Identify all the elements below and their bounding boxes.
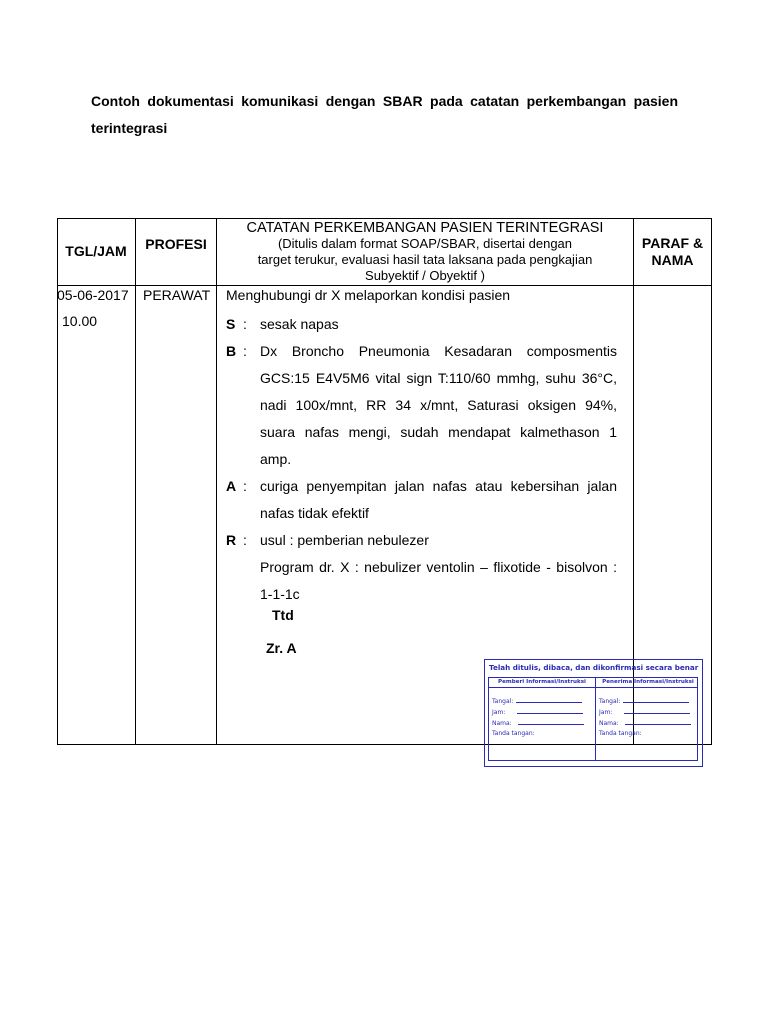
row-time: 10.00: [62, 313, 98, 329]
header-notes-subtitle: target terukur, evaluasi hasil tata laksana pada pengkajian: [257, 252, 593, 267]
stamp-receiver-signature: Tanda tangan:: [599, 730, 642, 737]
header-profession: PROFESI: [145, 236, 207, 252]
table-divider: [135, 218, 136, 745]
sbar-background: [226, 338, 617, 473]
stamp-giver-header: Pemberi Informasi/Instruksi: [498, 679, 586, 685]
table-border-right: [711, 218, 712, 745]
sbar-label: R: [226, 532, 237, 548]
table-divider: [216, 218, 217, 745]
program-text: Program dr. X : nebulizer ventolin – flixotide - bisolvon : 1-1-1c: [260, 559, 617, 602]
stamp-receiver-name: [599, 719, 691, 727]
assessment-text: curiga penyempitan jalan nafas atau kebersihan jalan nafas tidak efektif: [260, 478, 617, 521]
sbar-notes: [226, 286, 617, 608]
sbar-label: A: [226, 478, 237, 494]
stamp-giver-time: [492, 708, 583, 716]
stamp-field-label: Tangal:: [492, 698, 514, 705]
table-border-top: [57, 218, 712, 219]
sbar-recommendation: [226, 527, 617, 554]
header-notes-subtitle: Subyektif / Obyektif ): [365, 268, 485, 283]
header-sign-name: [634, 235, 711, 269]
header-sign-name-line: NAMA: [651, 252, 694, 268]
header-notes-title: CATATAN PERKEMBANGAN PASIEN TERINTEGRASI: [246, 220, 604, 236]
header-sign-name-line: PARAF &: [641, 235, 704, 251]
sbar-situation: [226, 311, 617, 338]
signer-name: Zr. A: [266, 640, 297, 656]
sbar-assessment: [226, 473, 617, 527]
recommendation-text: usul : pemberian nebulezer: [260, 532, 429, 548]
header-notes-subtitle: (Ditulis dalam format SOAP/SBAR, disertai dengan: [277, 236, 573, 251]
header-date-time: TGL/JAM: [65, 243, 127, 259]
stamp-field-label: Nama:: [599, 720, 619, 727]
stamp-field-label: Nama:: [492, 720, 512, 727]
header-notes: [217, 220, 633, 284]
stamp-field-label: Tangal:: [599, 698, 621, 705]
program-row: [226, 554, 617, 608]
sbar-label: S: [226, 316, 236, 332]
stamp-receiver-date: [599, 697, 689, 705]
background-text: Dx Broncho Pneumonia Kesadaran composmentis GCS:15 E4V5M6 vital sign T:110/60 mmhg, suhu 36°C, nadi 100x/mnt, RR 34 x/mnt, Saturasi oksigen 94%, suara nafas mengi, sudah mendapat kalmethason 1 amp.: [260, 343, 617, 467]
stamp-field-label: Jam:: [492, 709, 506, 716]
stamp-giver-date: [492, 697, 582, 705]
document-title: Contoh dokumentasi komunikasi dengan SBAR pada catatan perkembangan pasien terintegrasi: [91, 93, 678, 136]
stamp-divider: [489, 687, 697, 688]
sbar-colon: :: [243, 316, 247, 332]
sbar-colon: :: [243, 478, 247, 494]
stamp-field-label: Jam:: [599, 709, 613, 716]
stamp-receiver-time: [599, 708, 690, 716]
sbar-colon: :: [243, 343, 247, 359]
intro-text: Menghubungi dr X melaporkan kondisi pasien: [226, 287, 511, 303]
stamp-divider: [595, 678, 596, 760]
confirmation-stamp: [484, 659, 703, 767]
stamp-giver-signature: Tanda tangan:: [492, 730, 535, 737]
stamp-giver-name: [492, 719, 584, 727]
row-profession: PERAWAT: [143, 287, 211, 303]
stamp-grid: [488, 677, 698, 761]
sbar-colon: :: [243, 532, 247, 548]
situation-text: sesak napas: [260, 316, 339, 332]
stamp-title: Telah ditulis, dibaca, dan dikonfirmasi secara benar: [489, 663, 699, 672]
ttd-label: Ttd: [272, 607, 294, 623]
stamp-receiver-header: Penerima Informasi/Instruksi: [602, 679, 694, 685]
sbar-label: B: [226, 343, 237, 359]
row-date: 05-06-2017: [57, 287, 129, 303]
